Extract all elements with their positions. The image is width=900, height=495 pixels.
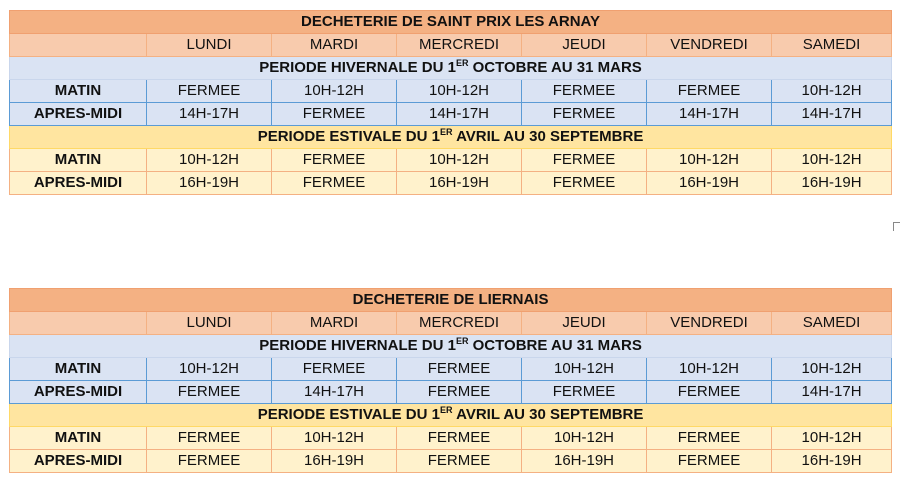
day-header: JEUDI	[522, 34, 647, 57]
summer-period-row	[10, 404, 892, 427]
hours-cell: FERMEE	[272, 149, 397, 172]
day-header: SAMEDI	[772, 34, 892, 57]
hours-cell: 10H-12H	[147, 358, 272, 381]
day-header: MARDI	[272, 34, 397, 57]
hours-cell: FERMEE	[397, 381, 522, 404]
table-row	[10, 450, 892, 473]
table-row	[10, 80, 892, 103]
hours-cell: 10H-12H	[647, 358, 772, 381]
winter-period-row	[10, 335, 892, 358]
hours-cell: FERMEE	[147, 381, 272, 404]
row-label: APRES-MIDI	[10, 381, 147, 404]
hours-cell: FERMEE	[397, 358, 522, 381]
hours-cell: 14H-17H	[647, 103, 772, 126]
hours-cell: FERMEE	[522, 149, 647, 172]
hours-cell: FERMEE	[522, 381, 647, 404]
day-header: VENDREDI	[647, 34, 772, 57]
hours-cell: 16H-19H	[272, 450, 397, 473]
day-header: LUNDI	[147, 34, 272, 57]
day-header-row	[10, 312, 892, 335]
table-row	[10, 358, 892, 381]
hours-cell: 16H-19H	[397, 172, 522, 195]
hours-cell: 16H-19H	[522, 450, 647, 473]
hours-cell: 10H-12H	[147, 149, 272, 172]
table-title-row	[10, 11, 892, 34]
hours-cell: FERMEE	[522, 172, 647, 195]
hours-cell: 10H-12H	[772, 427, 892, 450]
table-title-row	[10, 289, 892, 312]
hours-cell: 10H-12H	[772, 149, 892, 172]
hours-cell: 10H-12H	[397, 149, 522, 172]
day-header: MERCREDI	[397, 34, 522, 57]
hours-cell: 10H-12H	[772, 80, 892, 103]
summer-period-heading: PERIODE ESTIVALE DU 1ER AVRIL AU 30 SEPTEMBRE	[10, 126, 892, 149]
row-label: MATIN	[10, 80, 147, 103]
hours-cell: 14H-17H	[397, 103, 522, 126]
schedule-table-saint-prix	[9, 10, 892, 195]
corner-cell	[10, 34, 147, 57]
hours-cell: FERMEE	[272, 358, 397, 381]
row-label: APRES-MIDI	[10, 450, 147, 473]
day-header: MERCREDI	[397, 312, 522, 335]
hours-cell: 16H-19H	[772, 450, 892, 473]
winter-period-heading: PERIODE HIVERNALE DU 1ER OCTOBRE AU 31 MARS	[10, 335, 892, 358]
hours-cell: 16H-19H	[772, 172, 892, 195]
hours-cell: 14H-17H	[772, 381, 892, 404]
hours-cell: 14H-17H	[772, 103, 892, 126]
hours-cell: FERMEE	[647, 450, 772, 473]
row-label: MATIN	[10, 358, 147, 381]
row-label: APRES-MIDI	[10, 103, 147, 126]
row-label: APRES-MIDI	[10, 172, 147, 195]
hours-cell: FERMEE	[647, 381, 772, 404]
hours-cell: FERMEE	[272, 103, 397, 126]
day-header: SAMEDI	[772, 312, 892, 335]
hours-cell: FERMEE	[272, 172, 397, 195]
hours-cell: FERMEE	[147, 427, 272, 450]
summer-period-row	[10, 126, 892, 149]
winter-period-heading: PERIODE HIVERNALE DU 1ER OCTOBRE AU 31 MARS	[10, 57, 892, 80]
hours-cell: 14H-17H	[147, 103, 272, 126]
hours-cell: FERMEE	[397, 427, 522, 450]
hours-cell: 10H-12H	[397, 80, 522, 103]
text-boundary-marker	[893, 222, 900, 231]
hours-cell: 10H-12H	[522, 427, 647, 450]
hours-cell: 10H-12H	[522, 358, 647, 381]
hours-cell: 16H-19H	[147, 172, 272, 195]
day-header: VENDREDI	[647, 312, 772, 335]
hours-cell: 16H-19H	[647, 172, 772, 195]
hours-cell: FERMEE	[522, 80, 647, 103]
summer-period-heading: PERIODE ESTIVALE DU 1ER AVRIL AU 30 SEPTEMBRE	[10, 404, 892, 427]
row-label: MATIN	[10, 427, 147, 450]
day-header: MARDI	[272, 312, 397, 335]
table-row	[10, 149, 892, 172]
hours-cell: 10H-12H	[272, 80, 397, 103]
hours-cell: 10H-12H	[272, 427, 397, 450]
table-row	[10, 427, 892, 450]
corner-cell	[10, 312, 147, 335]
day-header-row	[10, 34, 892, 57]
table-row	[10, 103, 892, 126]
day-header: LUNDI	[147, 312, 272, 335]
table-title: DECHETERIE DE SAINT PRIX LES ARNAY	[10, 11, 892, 34]
hours-cell: FERMEE	[147, 450, 272, 473]
hours-cell: FERMEE	[647, 427, 772, 450]
schedule-table-liernais	[9, 288, 892, 473]
row-label: MATIN	[10, 149, 147, 172]
day-header: JEUDI	[522, 312, 647, 335]
winter-period-row	[10, 57, 892, 80]
table-title: DECHETERIE DE LIERNAIS	[10, 289, 892, 312]
hours-cell: FERMEE	[647, 80, 772, 103]
hours-cell: 10H-12H	[647, 149, 772, 172]
hours-cell: FERMEE	[147, 80, 272, 103]
table-row	[10, 172, 892, 195]
hours-cell: 14H-17H	[272, 381, 397, 404]
hours-cell: FERMEE	[522, 103, 647, 126]
hours-cell: 10H-12H	[772, 358, 892, 381]
table-row	[10, 381, 892, 404]
hours-cell: FERMEE	[397, 450, 522, 473]
